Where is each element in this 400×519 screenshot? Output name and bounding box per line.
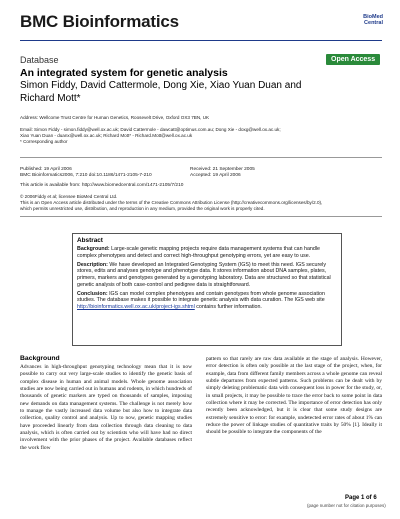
section-label: Database [20,55,59,65]
body-right-column: pattern so that rarely are raw data available at the stage of analysis. However, error detection is often only possible at the last stage of the project, when, for example, data from different family members across a whole genome can reveal subtle departures from expected patterns. Such problems can be dealt with by simply deleting problematic data with consequent loss in power for the study, or, in small projects, it may be possible to trace the error back to some point in data collection where it may be corrected. The importance of error detection has only recently been acknowledged, but it is clear that some study designs are extremely sensitive to error: for example, undetected error rates of about 1% can reduce the power of linkage studies of quantitative traits by 50% [1]. Ideally it should be possible to integrate the components of the [206,356,382,436]
received-accepted [190,167,255,179]
header-rule [20,40,382,41]
published-date: Published: 19 April 2006 [20,167,72,172]
igs-website-link[interactable]: http://bioinformatics.well.ox.ac.uk/project-igs.shtml [77,303,195,310]
abstract-box [72,233,342,346]
journal-title: BMC Bioinformatics [20,12,179,31]
publisher-logo-text: BioMed Central [363,14,383,26]
abstract-description-text: We have developed an Integrated Genotyping System (IGS) to meet this need. IGS securely stores, edits and analyses genotype and phenotype data. It stores information about DNA samples, plates, primers, markers and genotypes generated by a genotyping laboratory. Data are structured so that statistical genetic analysis of both case-control and pedigree data is straightforward. [77,261,331,288]
authors-line-2: Richard Mott* [20,92,81,104]
publication-info [20,167,152,179]
publisher-logo [343,14,383,26]
abstract-conclusion-tail: contains further information. [194,303,262,310]
address: Address: Wellcome Trust Centre for Human Genetics, Roosevelt Drive, Oxford OX3 7BN, UK [20,115,210,120]
abstract-heading: Abstract [77,237,103,244]
article-link[interactable]: This article is available from: http://www.biomedcentral.com/1471-2105/7/210 [20,183,184,188]
open-access-badge: Open Access [326,54,380,65]
abstract-background [77,246,337,259]
article-title: An integrated system for genetic analysis [20,67,228,79]
abstract-description-label: Description: [77,261,108,268]
copyright-line-1: © 2006Fiddy et al; licensee BioMed Central Ltd. [20,194,118,199]
authors [20,80,330,105]
divider [20,216,382,217]
body-left-column: Advances in high-throughput genotyping technology mean that it is now possible to carry out very large-scale studies to identify the genetic basis of complex disease in human and animal models. Whole genome association studies are now being carried out in humans and rodents, in which hundreds of thousands of genetic markers are typed on thousands of samples, imposing new demands on data management systems. The challenge is not merely how to manage the vastly increased data volume but also how to integrate data collection, quality control and analysis. Up to now, genetic mapping studies have proceeded linearly from data collection through data cleaning to data analysis, which is often carried out by scientists who will have had no direct involvement with the prior phases of the project. Available databases reflect the work flow [20,364,192,451]
abstract-conclusion [77,291,337,311]
page-note: (page number not for citation purposes) [307,503,386,508]
abstract-background-text: Large-scale genetic mapping projects require data management systems that can handle complex phenotypes and detect and correct high-throughput genotyping errors, yet are easy to use. [77,246,320,259]
corresponding-note: * Corresponding author [20,139,68,144]
divider [20,157,382,158]
emails [20,127,380,139]
abstract-conclusion-text: IGS can model complex phenotypes and contain genotypes from whole genome association studies. The database makes it possible to integrate genetic analysis with data curation. The IGS web site [77,290,325,304]
abstract-conclusion-label: Conclusion: [77,290,108,297]
abstract-background-label: Background: [77,246,110,252]
copyright-line-2: This is an Open Access article distributed under the terms of the Creative Commons Attribution License (http://creativecommons.org/licenses/by/2.0), [20,200,323,205]
copyright-line-3: which permits unrestricted use, distribution, and reproduction in any medium, provided the original work is properly cited. [20,206,265,211]
authors-line-1: Simon Fiddy, David Cattermole, Dong Xie, Xiao Yuan Duan and [20,80,302,91]
accepted-date: Accepted: 19 April 2006 [190,173,241,179]
emails-line-1: Email: Simon Fiddy - simon.fiddy@well.ox.ac.uk; David Cattermole - dawcatt@optimus.com.au; Dong Xie - doxg@well.ox.ac.uk; [20,127,281,132]
citation: BMC Bioinformatics2006, 7:210 doi:10.1186/1471-2105-7-210 [20,173,152,179]
page-number: Page 1 of 6 [345,495,377,501]
abstract-description [77,262,337,288]
background-heading: Background [20,355,60,362]
copyright [20,194,382,212]
received-date: Received: 21 September 2005 [190,167,255,172]
emails-line-2: Xiao Yuan Duan - duanx@well.ox.ac.uk; Richard Mott* - Richard.Mott@well.ox.ac.uk [20,133,193,138]
